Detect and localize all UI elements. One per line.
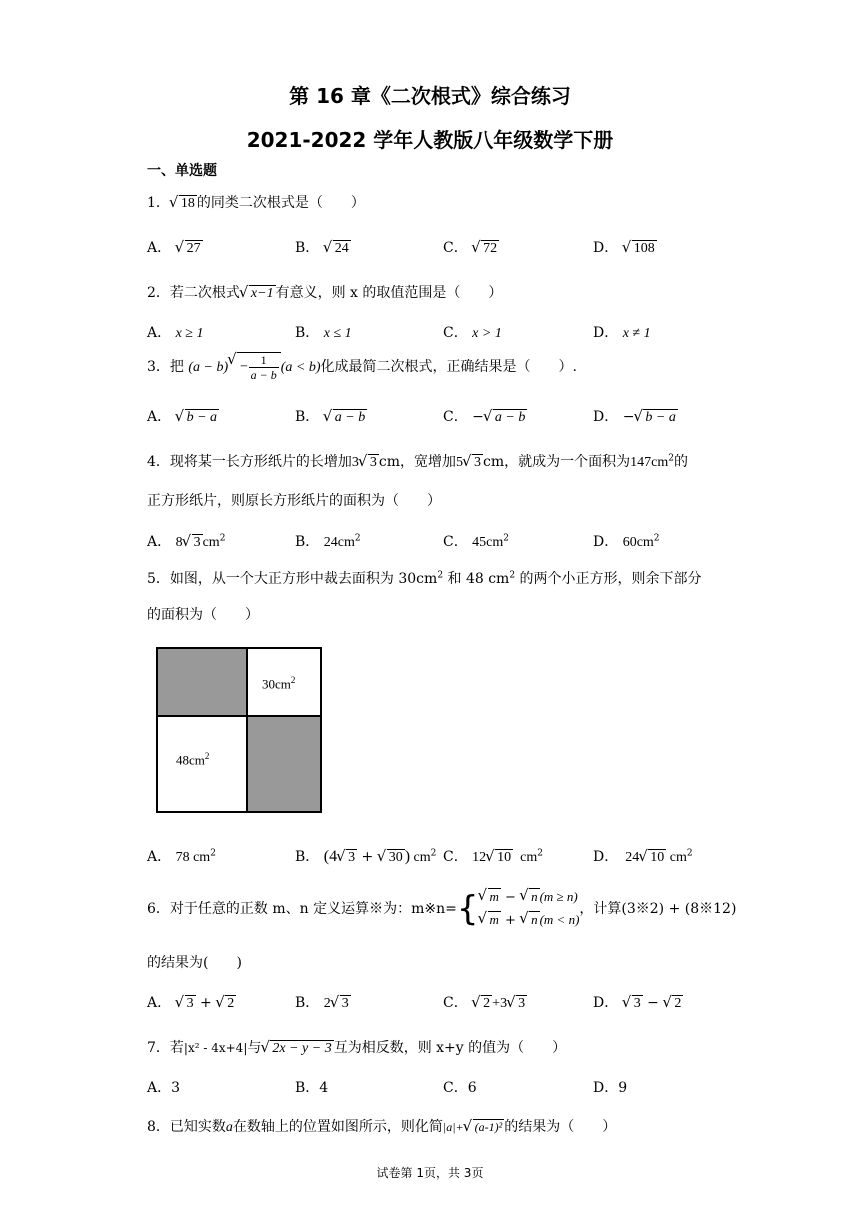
q1-option-c[interactable]: C． √ 72 [443, 237, 499, 257]
question-8: 8．已知实数a在数轴上的位置如图所示，则化简|a|+√ (a-1)² 的结果为（ ） [147, 1116, 616, 1136]
q6-option-a[interactable]: A． √ 3 + √ 2 [147, 992, 236, 1012]
question-5-line1: 5．如图，从一个大正方形中裁去面积为 $30cm^2$ 和 48 $cm^2$ 的两个小正方形，则余下部分 [147, 570, 702, 587]
question-6-line1: 6．对于任意的正数 m、n 定义运算※为：m※n={ √ m − √ n (m ≥ n) √ m + √ n (m < n) ，计算(3※2) + (8※12) [147, 886, 736, 932]
q4-option-c[interactable]: C． $45cm^2$ [443, 533, 510, 550]
q3-option-b[interactable]: B． √ a − b [295, 406, 367, 426]
q3-option-a[interactable]: A． √ b − a [147, 406, 219, 426]
q5-option-b[interactable]: B． (4√ 3 + √ 30 ) $cm^2$ [295, 846, 436, 866]
q3-option-d[interactable]: D． −√ b − a [593, 406, 678, 426]
question-7: 7．若|x² - 4x+4|与√ 2x − y − 3 互为相反数，则 x+y 的值为（ ） [147, 1037, 566, 1057]
q5-option-c[interactable]: C． 12√ 10 $cm^2$ [443, 846, 543, 866]
question-6-line2: 的结果为( ) [147, 955, 242, 971]
question-2: 2．若二次根式√ x−1 有意义，则 x 的取值范围是（ ） [147, 282, 502, 302]
page-footer: 试卷第 1页，共 3页 [376, 1166, 484, 1180]
q7-option-d[interactable]: D．9 [593, 1080, 628, 1096]
q6-option-d[interactable]: D． √ 3 − √ 2 [593, 992, 683, 1012]
square-30: $30cm^2$ [246, 647, 322, 717]
q7-option-c[interactable]: C．6 [443, 1080, 477, 1096]
title-line1: 第 16 章《二次根式》综合练习 [289, 84, 571, 108]
q7-option-a[interactable]: A．3 [147, 1080, 181, 1096]
question-4-line2: 正方形纸片，则原长方形纸片的面积为（ ） [147, 493, 441, 509]
question-3: 3．把 (a − b)√ − $\frac{1}{a - b}$ (a < b)化成最简二次根式，正确结果是（ ）. [147, 352, 577, 382]
squares-figure [156, 647, 322, 813]
q3-option-c[interactable]: C． −√ a − b [443, 406, 527, 426]
q1-option-d[interactable]: D． √ 108 [593, 237, 657, 257]
q2-option-d[interactable]: D． x ≠ 1 [593, 325, 651, 341]
q5-option-a[interactable]: A． 78 $cm^2$ [147, 848, 216, 865]
q2-option-a[interactable]: A． x ≥ 1 [147, 325, 204, 341]
square-48: $48cm^2$ [156, 715, 248, 813]
section-heading: 一、单选题 [147, 163, 217, 179]
q1-option-a[interactable]: A． √ 27 [147, 237, 203, 257]
q2-option-c[interactable]: C． x > 1 [443, 325, 502, 341]
question-5-line2: 的面积为（ ） [147, 607, 259, 623]
q4-option-d[interactable]: D． $60cm^2$ [593, 533, 660, 550]
q4-option-a[interactable]: A． 8√ 3 $cm^2$ [147, 531, 225, 551]
q7-option-b[interactable]: B．4 [295, 1080, 329, 1096]
title-line2: 2021-2022 学年人教版八年级数学下册 [246, 128, 614, 152]
shaded-square-bottom-right [246, 715, 322, 813]
shaded-square-top-left [156, 647, 248, 717]
question-4-line1: 4．现将某一长方形纸片的长增加3√ 3 cm，宽增加5√ 3 cm，就成为一个面积为$147cm^2$的 [147, 451, 688, 471]
label-48cm: 48cm [176, 752, 205, 768]
q4-option-b[interactable]: B． $24cm^2$ [295, 533, 361, 550]
q2-option-b[interactable]: B． x ≤ 1 [295, 325, 352, 341]
label-30cm: 30cm [262, 676, 291, 692]
q6-option-c[interactable]: C． √ 2 +3√ 3 [443, 992, 527, 1012]
q1-option-b[interactable]: B． √ 24 [295, 237, 351, 257]
question-1: 1．√ 18 的同类二次根式是（ ） [147, 192, 365, 212]
q6-option-b[interactable]: B． 2√ 3 [295, 992, 351, 1012]
q5-option-d[interactable]: D． 24√ 10 $cm^2$ [593, 846, 693, 866]
